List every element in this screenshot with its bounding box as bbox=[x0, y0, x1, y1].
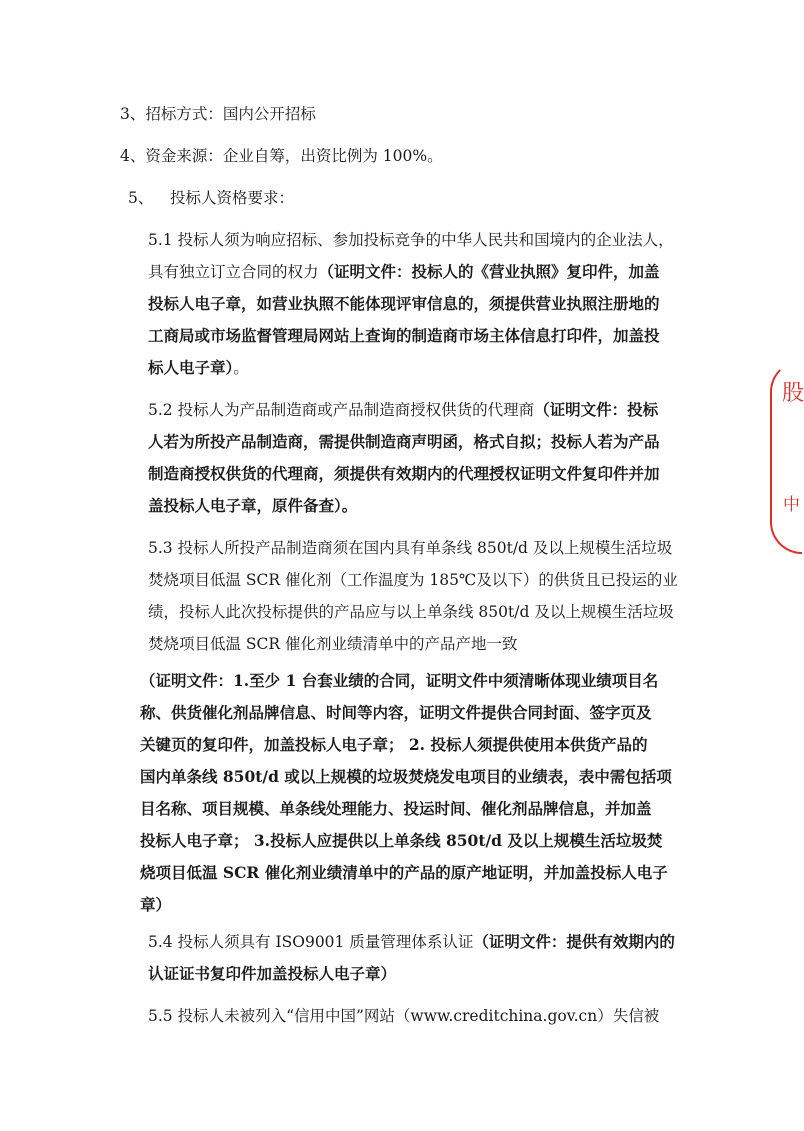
p53-line: 5.3 投标人所投产品制造商须在国内具有单条线 850t/d 及以上规模生活垃圾 bbox=[148, 539, 673, 557]
p54-text: 5.4 投标人须具有 ISO9001 质量管理体系认证 bbox=[148, 933, 474, 951]
p53-line: 焚烧项目低温 SCR 催化剂（工作温度为 185℃及以下）的供货且已投运的业 bbox=[148, 571, 678, 589]
p54-proof-text: （证明文件：提供有效期内的 bbox=[473, 932, 675, 951]
p54-line: 认证证书复印件加盖投标人电子章） bbox=[148, 964, 397, 983]
p55-line: 5.5 投标人未被列入“信用中国”网站（www.creditchina.gov.cn）失信被 bbox=[148, 1007, 660, 1025]
proof-line: 章） bbox=[140, 895, 172, 914]
item-5-number: 5、 bbox=[128, 189, 154, 207]
p52-line: 盖投标人电子章，原件备查）。 bbox=[148, 496, 358, 515]
p51-proof-text: （证明文件：投标人的《营业执照》复印件，加盖 bbox=[318, 262, 660, 281]
p52-line: 人若为所投产品制造商，需提供制造商声明函，格式自拟；投标人若为产品 bbox=[148, 432, 660, 451]
p51-line: 工商局或市场监督管理局网站上查询的制造商市场主体信息打印件，加盖投 bbox=[148, 326, 660, 345]
item-4: 4、资金来源：企业自筹，出资比例为 100%。 bbox=[120, 147, 443, 165]
p51-proof-text: 标人电子章） bbox=[148, 358, 234, 377]
p51-text: 具有独立订立合同的权力 bbox=[148, 263, 319, 281]
p51-line bbox=[148, 262, 660, 282]
p51-line bbox=[148, 358, 249, 378]
item-5-title: 投标人资格要求： bbox=[170, 189, 295, 207]
stamp-char: 股 bbox=[782, 381, 804, 406]
proof-line: 称、供货催化剂品牌信息、时间等内容，证明文件提供合同封面、签字页及 bbox=[140, 703, 652, 722]
proof-line: 国内单条线 850t/d 或以上规模的垃圾焚烧发电项目的业绩表，表中需包括项 bbox=[140, 767, 672, 786]
proof-line: （证明文件：1.至少 1 台套业绩的合同，证明文件中须清晰体现业绩项目名 bbox=[140, 671, 659, 690]
p52-line bbox=[148, 400, 658, 420]
proof-line: 烧项目低温 SCR 催化剂业绩清单中的产品的原产地证明，并加盖投标人电子 bbox=[140, 863, 668, 882]
p51-line: 5.1 投标人须为响应招标、参加投标竞争的中华人民共和国境内的企业法人， bbox=[148, 231, 674, 249]
p52-text: 5.2 投标人为产品制造商或产品制造商授权供货的代理商 bbox=[148, 401, 535, 419]
p52-proof-text: （证明文件：投标 bbox=[534, 400, 659, 419]
proof-line: 目名称、项目规模、单条线处理能力、投运时间、催化剂品牌信息，并加盖 bbox=[140, 799, 652, 818]
p52-line: 制造商授权供货的代理商，须提供有效期内的代理授权证明文件复印件并加 bbox=[148, 464, 660, 483]
p53-line: 焚烧项目低温 SCR 催化剂业绩清单中的产品产地一致 bbox=[148, 635, 518, 653]
item-3: 3、招标方式：国内公开招标 bbox=[120, 105, 316, 123]
p53-line: 绩，投标人此次投标提供的产品应与以上单条线 850t/d 及以上规模生活垃圾 bbox=[148, 603, 674, 621]
proof-line: 关键页的复印件，加盖投标人电子章； 2. 投标人须提供使用本供货产品的 bbox=[140, 735, 648, 754]
proof-line: 投标人电子章； 3.投标人应提供以上单条线 850t/d 及以上规模生活垃圾焚 bbox=[140, 831, 663, 850]
p54-line bbox=[148, 932, 675, 952]
p51-tail: 。 bbox=[233, 359, 249, 377]
stamp-char: 中 bbox=[783, 495, 800, 515]
p51-line: 投标人电子章，如营业执照不能体现评审信息的，须提供营业执照注册地的 bbox=[148, 294, 660, 313]
